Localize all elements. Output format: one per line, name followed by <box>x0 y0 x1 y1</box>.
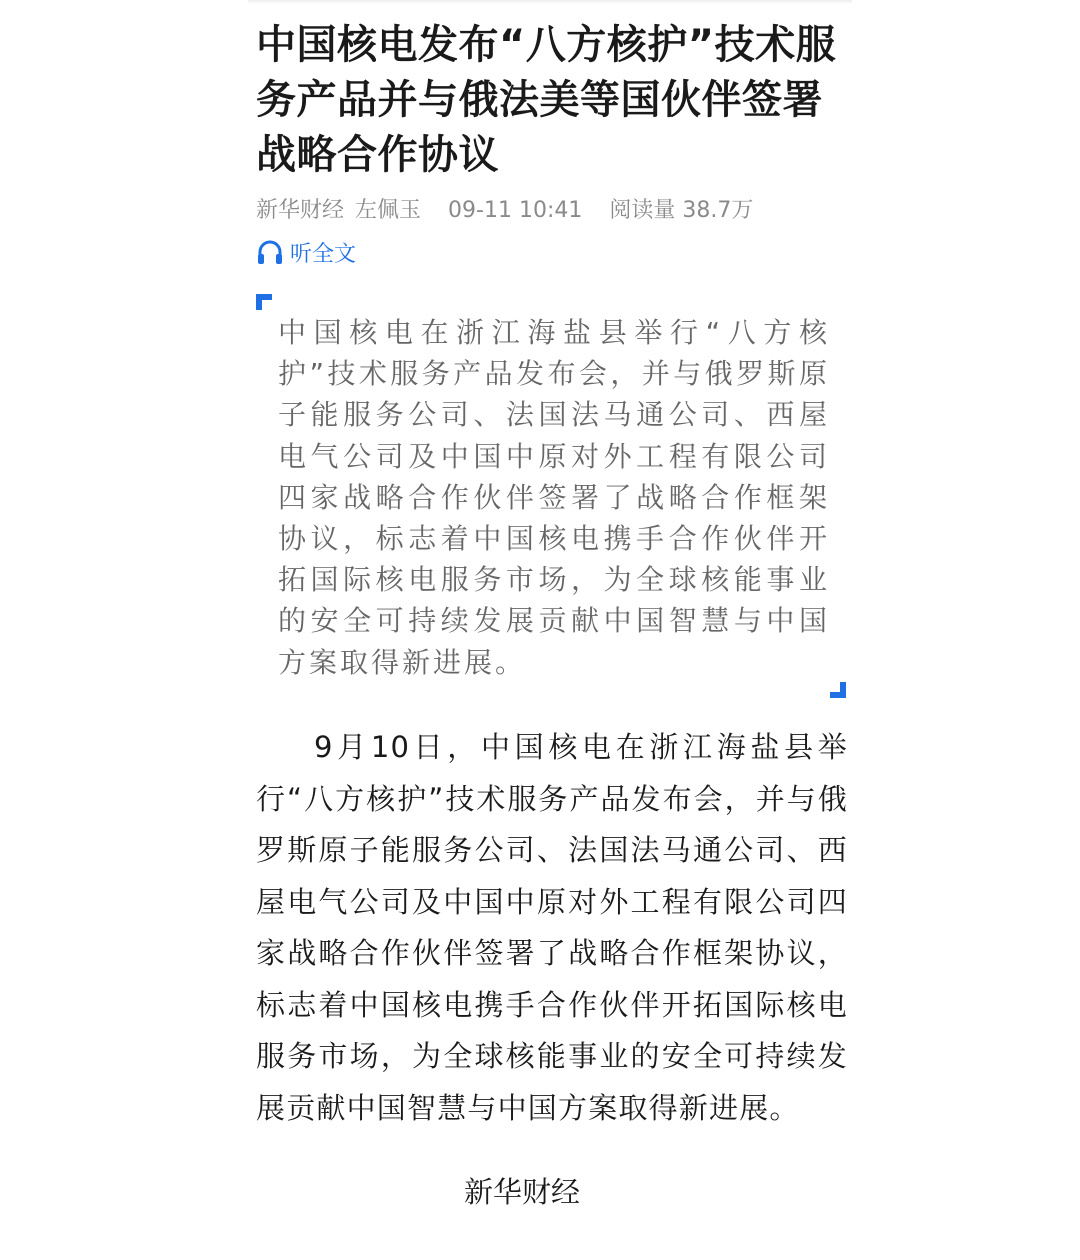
quote-close-icon <box>830 682 846 698</box>
listen-button[interactable] <box>256 236 356 268</box>
meta-datetime: 09-11 10:41 <box>448 198 583 223</box>
headphones-icon <box>256 239 284 265</box>
top-divider <box>248 0 852 4</box>
meta-read-count: 阅读量 38.7万 <box>609 198 754 223</box>
quote-open-icon <box>256 294 272 310</box>
article-body-paragraph: 9月10日，中国核电在浙江海盐县举行“八方核护”技术服务产品发布会，并与俄罗斯原子能服务公司、法国法马通公司、西屋电气公司及中国中原对外工程有限公司四家战略合作伙伴签署了战略合作框架协议，标志着中国核电携手合作伙伴开拓国际核电服务市场，为全球核能事业的安全可持续发展贡献中国智慧与中国方案取得新进展。 <box>256 730 848 1125</box>
meta-author: 左佩玉 <box>355 198 422 223</box>
article-title: 中国核电发布“八方核护”技术服务产品并与俄法美等国伙伴签署战略合作协议 <box>256 22 837 178</box>
meta-source[interactable]: 新华财经 <box>256 198 345 223</box>
article-meta <box>256 196 848 226</box>
article-footer-source: 新华财经 <box>463 1175 580 1209</box>
article-summary: 中国核电在浙江海盐县举行“八方核护”技术服务产品发布会，并与俄罗斯原子能服务公司、法国法马通公司、西屋电气公司及中国中原对外工程有限公司四家战略合作伙伴签署了战略合作框架协议，标志着中国核电携手合作伙伴开拓国际核电服务市场，为全球核能事业的安全可持续发展贡献中国智慧与中国方案取得新进展。 <box>278 316 830 679</box>
listen-label: 听全文 <box>290 241 357 267</box>
